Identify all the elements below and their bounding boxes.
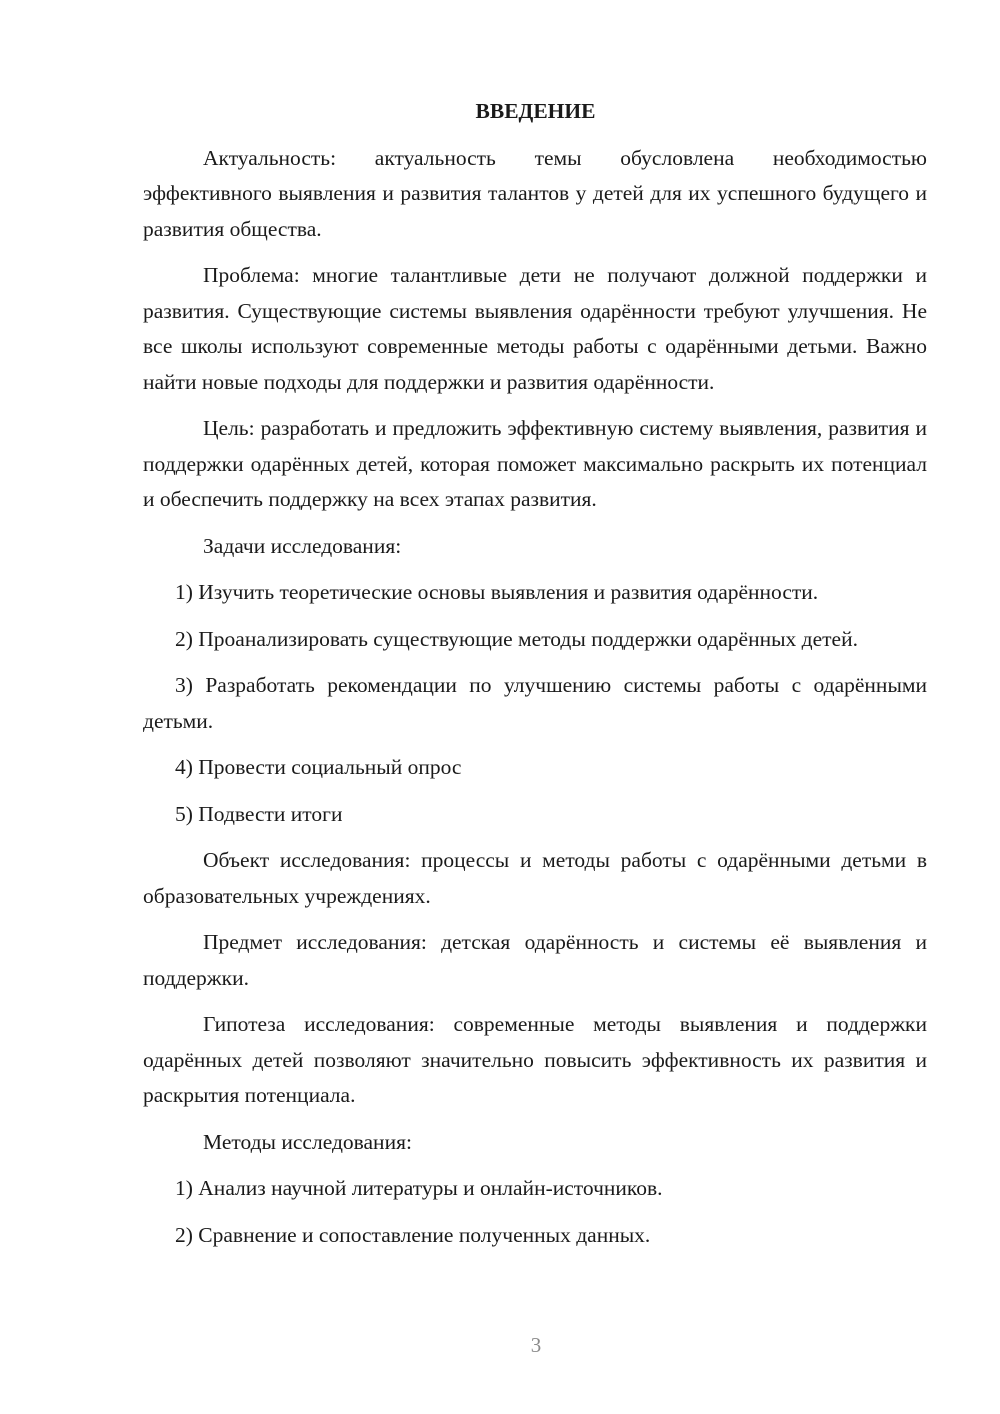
paragraph: Предмет исследования: детская одарённость и системы её выявления и поддержки. [143, 930, 927, 990]
list-item: 1) Изучить теоретические основы выявления и развития одарённости. [175, 580, 819, 604]
paragraph: Актуальность: актуальность темы обусловлена необходимостью эффективного выявления и развития талантов у детей для их успешного будущего и развития общества. [143, 145, 927, 241]
paragraph: Методы исследования: [203, 1129, 412, 1154]
paragraph: Объект исследования: процессы и методы работы с одарёнными детьми в образовательных учреждениях. [143, 848, 927, 908]
page-content [143, 94, 927, 1264]
list-item: 3) Разработать рекомендации по улучшению системы работы с одарёнными детьми. [143, 673, 927, 733]
list-item: 1) Анализ научной литературы и онлайн-источников. [175, 1176, 663, 1200]
list-item: 2) Сравнение и сопоставление полученных данных. [175, 1222, 651, 1247]
paragraph: Гипотеза исследования: современные методы выявления и поддержки одарённых детей позволяют значительно повысить эффективность их развития и раскрытия потенциала. [143, 1012, 927, 1107]
list-item: 2) Проанализировать существующие методы поддержки одарённых детей. [175, 626, 858, 651]
list-item: 5) Подвести итоги [175, 801, 343, 826]
paragraph: Цель: разработать и предложить эффективную систему выявления, развития и поддержки одарённых детей, которая поможет максимально раскрыть их потенциал и обеспечить поддержку на всех этапах развития. [143, 416, 927, 511]
page-number: 3 [530, 1333, 542, 1357]
list-item: 4) Провести социальный опрос [175, 755, 462, 779]
paragraph-list [143, 141, 927, 1254]
section-title: ВВЕДЕНИЕ [475, 99, 596, 123]
paragraph: Проблема: многие талантливые дети не получают должной поддержки и развития. Существующие системы выявления одарённости требуют улучшения. Не все школы используют современные методы работы с одарёнными детьми. Важно найти новые подходы для поддержки и развития одарённости. [143, 263, 927, 394]
paragraph: Задачи исследования: [203, 533, 402, 558]
